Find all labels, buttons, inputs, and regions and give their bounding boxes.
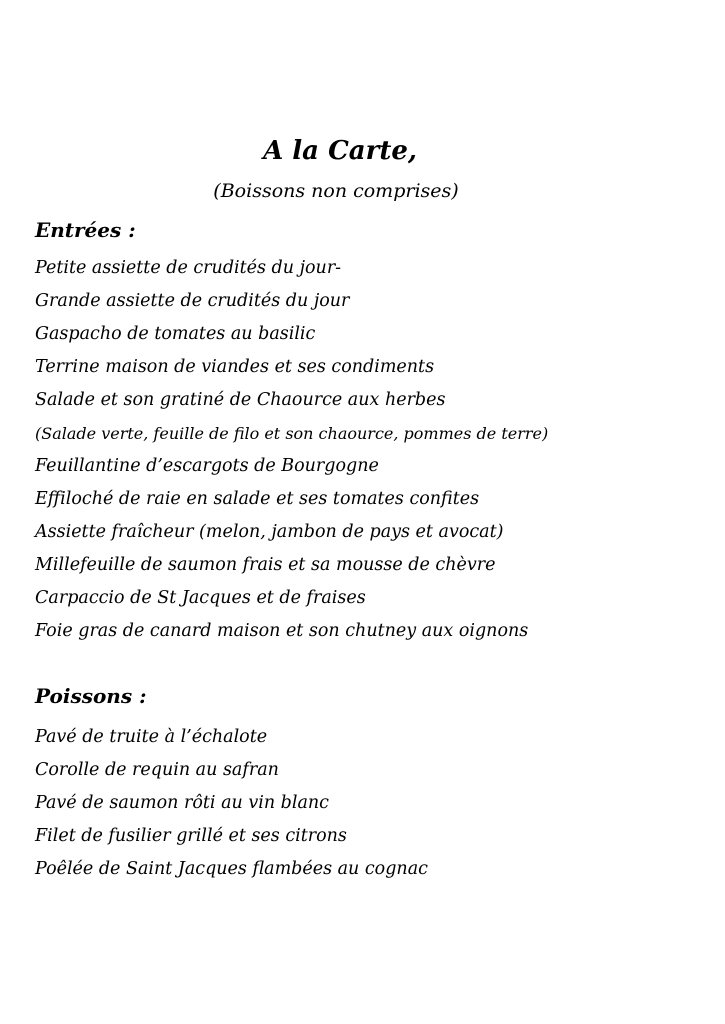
menu-item: Filet de fusilier grillé et ses citrons (35, 826, 347, 846)
menu-item: Millefeuille de saumon frais et sa mousse de chèvre (35, 555, 496, 575)
menu-item: Feuillantine d’escargots de Bourgogne (35, 456, 379, 476)
poissons-heading: Poissons : (35, 684, 147, 708)
menu-item: Foie gras de canard maison et son chutney aux oignons (35, 621, 529, 641)
menu-item: Effiloché de raie en salade et ses tomates confites (35, 489, 480, 509)
menu-item-note: (Salade verte, feuille de filo et son chaource, pommes de terre) (35, 424, 549, 443)
menu-item: Pavé de truite à l’échalote (35, 727, 268, 747)
menu-item: Gaspacho de tomates au basilic (35, 324, 316, 344)
menu-item: Salade et son gratiné de Chaource aux herbes (35, 390, 446, 410)
menu-item: Carpaccio de St Jacques et de fraises (35, 588, 366, 608)
menu-item: Assiette fraîcheur (melon, jambon de pays et avocat) (35, 522, 504, 542)
menu-title: A la Carte, (263, 136, 417, 166)
entrees-list (35, 252, 548, 648)
menu-item: Terrine maison de viandes et ses condiments (35, 357, 435, 377)
poissons-list (35, 721, 428, 886)
menu-item: Poêlée de Saint Jacques flambées au cognac (35, 859, 428, 879)
menu-item: Corolle de requin au safran (35, 760, 279, 780)
entrees-heading: Entrées : (35, 218, 136, 242)
menu-item: Grande assiette de crudités du jour (35, 291, 350, 311)
menu-subtitle: (Boissons non comprises) (213, 180, 459, 202)
menu-item: Pavé de saumon rôti au vin blanc (35, 793, 329, 813)
menu-item: Petite assiette de crudités du jour- (35, 258, 342, 278)
